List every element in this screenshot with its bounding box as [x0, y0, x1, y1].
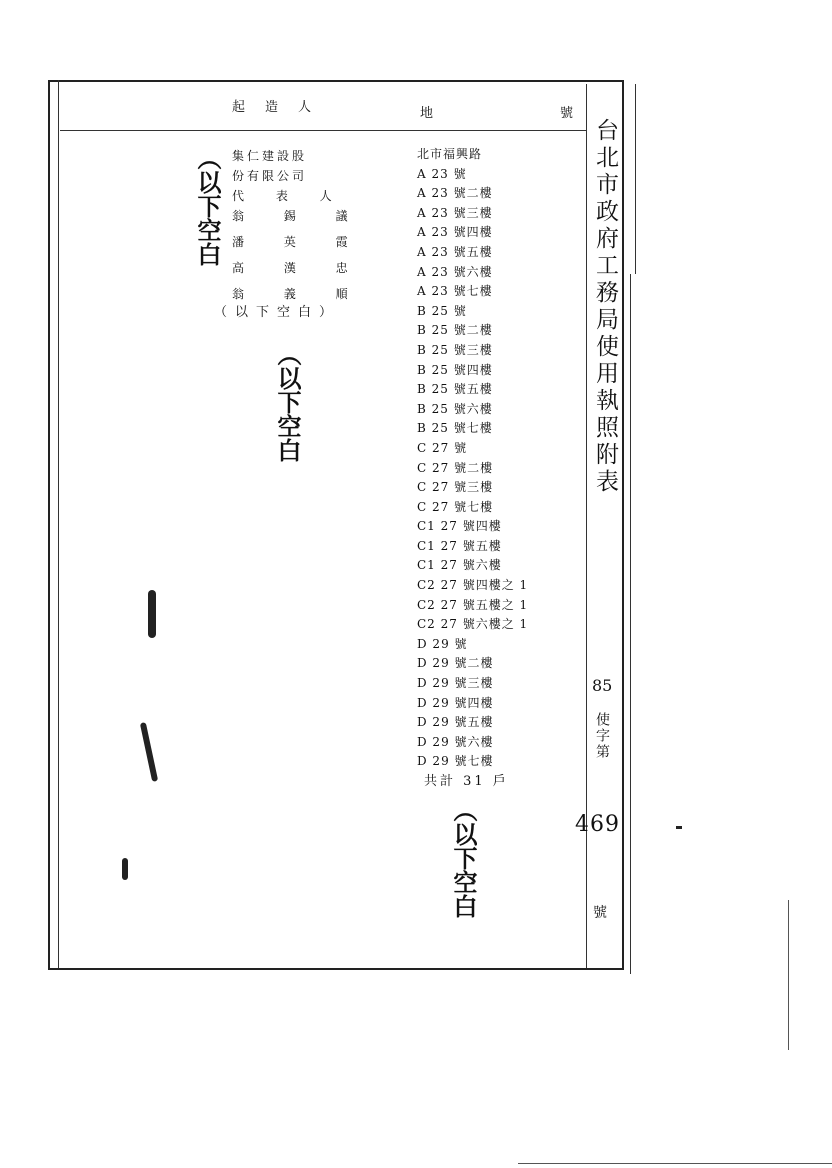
address-row: A 23 號三樓	[417, 205, 493, 220]
address-row: C 27 號二樓	[417, 460, 494, 475]
address-row: D 29 號六樓	[417, 734, 494, 749]
address-row: D 29 號四樓	[417, 695, 494, 710]
scan-mark	[148, 590, 156, 638]
builder-line: 高 漢 忠	[232, 261, 366, 275]
blank-stamp-left: （以下空白	[193, 146, 221, 266]
permit-prefix: 使字第	[594, 712, 610, 760]
right-panel-border-lower	[630, 274, 631, 974]
address-row: B 25 號三樓	[417, 342, 493, 357]
address-row: B 25 號四樓	[417, 362, 493, 377]
builder-line: 潘 英 霞	[232, 235, 366, 249]
permit-number: 469	[575, 812, 620, 837]
address-row: C1 27 號四樓	[417, 519, 502, 534]
address-row: A 23 號六樓	[417, 264, 493, 279]
blank-stamp-bottom: （以下空白	[449, 798, 477, 918]
builder-line: 代 表 人	[232, 189, 346, 203]
builder-line: 翁 錫 議	[232, 209, 366, 223]
builder-end-note: （以下空白）	[214, 305, 341, 320]
address-row: A 23 號四樓	[417, 225, 493, 240]
builder-line: 集仁建設股	[232, 149, 308, 163]
scan-mark	[122, 858, 128, 880]
permit-suffix: 號	[593, 905, 607, 921]
inner-left-border	[58, 80, 59, 968]
address-row: C 27 號	[417, 440, 468, 455]
address-header-right: 號	[560, 106, 576, 121]
address-header-left: 地	[420, 106, 436, 121]
address-row: A 23 號二樓	[417, 186, 493, 201]
address-row: C 27 號七樓	[417, 499, 494, 514]
address-row: C2 27 號五樓之 1	[417, 597, 529, 612]
scan-mark	[518, 1163, 832, 1164]
builder-header: 起造人	[232, 100, 332, 115]
address-row: 北市福興路	[417, 147, 483, 161]
document-title: 台北市政府工務局使用執照附表	[592, 118, 618, 496]
builder-line: 翁 義 順	[232, 287, 366, 301]
address-row: B 25 號五樓	[417, 382, 493, 397]
address-row: B 25 號二樓	[417, 323, 493, 338]
address-row: C2 27 號六樓之 1	[417, 617, 529, 632]
address-row: B 25 號	[417, 303, 467, 318]
address-row: A 23 號七樓	[417, 284, 493, 299]
address-row: C1 27 號五樓	[417, 538, 502, 553]
address-row: D 29 號五樓	[417, 715, 494, 730]
address-row: B 25 號七樓	[417, 421, 493, 436]
address-row: D 29 號三樓	[417, 676, 494, 691]
address-row: D 29 號七樓	[417, 754, 494, 769]
right-panel-border	[635, 84, 636, 274]
address-total: 共計 31 戶	[424, 774, 509, 789]
builder-list	[232, 146, 366, 304]
scan-mark	[788, 900, 789, 1050]
address-row: D 29 號	[417, 636, 468, 651]
address-list	[417, 145, 528, 772]
blank-stamp-middle: （以下空白	[273, 342, 301, 462]
address-row: A 23 號五樓	[417, 244, 493, 259]
address-row: D 29 號二樓	[417, 656, 494, 671]
builder-line: 份有限公司	[232, 169, 308, 183]
address-row: A 23 號	[417, 166, 467, 181]
header-divider	[60, 130, 586, 131]
address-row: C1 27 號六樓	[417, 558, 502, 573]
permit-year: 85	[592, 676, 613, 695]
address-row: C2 27 號四樓之 1	[417, 578, 529, 593]
address-row: B 25 號六樓	[417, 401, 493, 416]
address-row: C 27 號三樓	[417, 480, 494, 495]
scan-mark	[676, 826, 682, 829]
